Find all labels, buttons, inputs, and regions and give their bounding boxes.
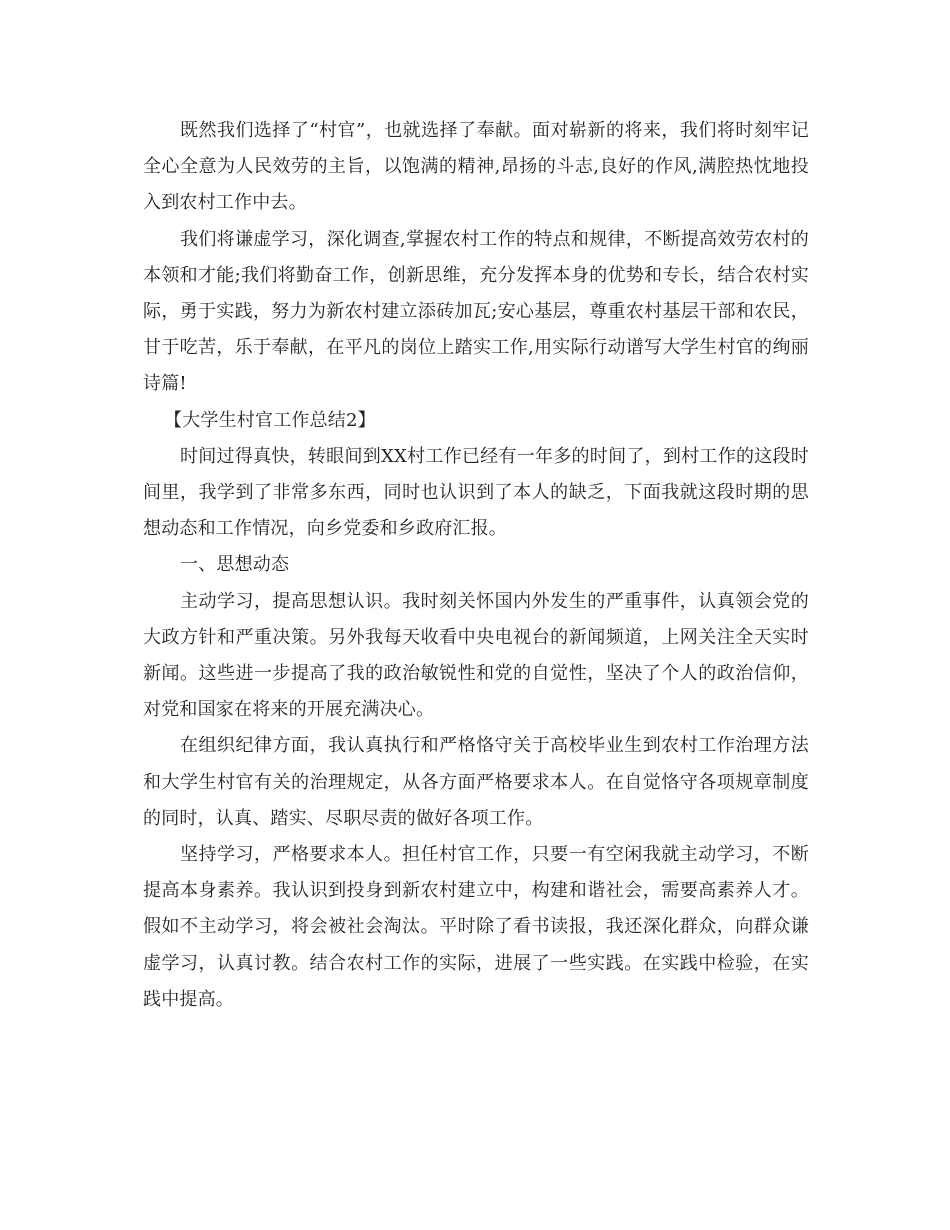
document-body [143,113,809,1018]
paragraph-2: 我们将谦虚学习，深化调查,掌握农村工作的特点和规律，不断提高效劳农村的本领和才能;我们将勤奋工作，创新思维，充分发挥本身的优势和专长，结合农村实际，勇于实践，努力为新农村建立添砖加瓦;安心基层，尊重农村基层干部和农民，甘于吃苦，乐于奉献，在平凡的岗位上踏实工作,用实际行动谱写大学生村官的绚丽诗篇! [143,228,809,395]
paragraph-6: 坚持学习，严格要求本人。担任村官工作，只要一有空闲我就主动学习，不断提高本身素养。我认识到投身到新农村建立中，构建和谐社会，需要高素养人才。假如不主动学习，将会被社会淘汰。平时除了看书读报，我还深化群众，向群众谦虚学习，认真讨教。结合农村工作的实际，进展了一些实践。在实践中检验，在实践中提高。 [143,844,809,1010]
paragraph-5: 在组织纪律方面，我认真执行和严格恪守关于高校毕业生到农村工作治理方法和大学生村官有关的治理规定，从各方面严格要求本人。在自觉恪守各项规章制度的同时，认真、踏实、尽职尽责的做好各项工作。 [143,735,809,829]
section-heading: 【大学生村官工作总结2】 [164,409,376,431]
paragraph-1: 既然我们选择了“村官”，也就选择了奉献。面对崭新的将来，我们将时刻牢记全心全意为人民效劳的主旨，以饱满的精神,昂扬的斗志,良好的作风,满腔热忱地投入到农村工作中去。 [143,120,809,214]
paragraph-3: 时间过得真快，转眼间到XX村工作已经有一年多的时间了，到村工作的这段时间里，我学到了非常多东西，同时也认识到了本人的缺乏，下面我就这段时期的思想动态和工作情况，向乡党委和乡政府汇报。 [143,445,809,540]
subheading-thought: 一、思想动态 [180,554,290,576]
paragraph-4: 主动学习，提高思想认识。我时刻关怀国内外发生的严重事件，认真领会党的大政方针和严重决策。另外我每天收看中央电视台的新闻频道，上网关注全天实时新闻。这些进一步提高了我的政治敏锐性和党的自觉性，坚决了个人的政治信仰，对党和国家在将来的开展充满决心。 [143,590,809,721]
